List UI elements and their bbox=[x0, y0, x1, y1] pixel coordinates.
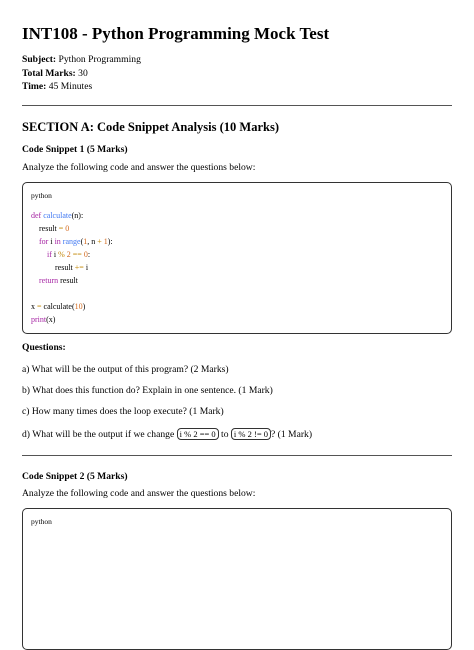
code-language-label-2: python bbox=[31, 517, 52, 526]
divider-middle bbox=[22, 455, 452, 456]
subject-label: Subject: bbox=[22, 54, 57, 65]
code-line-7: x = calculate(10) bbox=[31, 302, 86, 311]
question-a: a) What will be the output of this program? (2 Marks) bbox=[22, 364, 229, 375]
code-line-4: if i % 2 == 0: bbox=[47, 250, 91, 259]
code-line-8: print(x) bbox=[31, 315, 56, 324]
code-line-5: result += i bbox=[55, 263, 89, 272]
subject-line bbox=[22, 53, 141, 66]
code-language-label: python bbox=[31, 191, 52, 200]
snippet1-heading: Code Snippet 1 (5 Marks) bbox=[22, 144, 128, 155]
question-d bbox=[22, 428, 312, 441]
snippet1-intro: Analyze the following code and answer the questions below: bbox=[22, 162, 256, 173]
total-marks-value: 30 bbox=[78, 68, 88, 79]
total-marks-line bbox=[22, 67, 88, 80]
snippet2-heading: Code Snippet 2 (5 Marks) bbox=[22, 471, 128, 482]
subject-value: Python Programming bbox=[58, 54, 141, 65]
section-a-title: SECTION A: Code Snippet Analysis (10 Marks) bbox=[22, 120, 279, 134]
questions-heading: Questions: bbox=[22, 342, 66, 353]
code-line-6: return result bbox=[39, 276, 78, 285]
question-d-middle: to bbox=[218, 429, 231, 440]
question-c: c) How many times does the loop execute? (1 Mark) bbox=[22, 406, 224, 417]
code-line-3: for i in range(1, n + 1): bbox=[39, 237, 113, 246]
code-line-1: def calculate(n): bbox=[31, 211, 84, 220]
snippet2-intro: Analyze the following code and answer the questions below: bbox=[22, 488, 256, 499]
code-content bbox=[31, 209, 113, 326]
time-line bbox=[22, 80, 92, 93]
code-block-1 bbox=[22, 182, 452, 334]
code-line-2: result = 0 bbox=[39, 224, 70, 233]
time-label: Time: bbox=[22, 81, 47, 92]
question-d-suffix: ? (1 Mark) bbox=[271, 429, 313, 440]
question-d-prefix: d) What will be the output if we change bbox=[22, 429, 177, 440]
inline-code-condition-odd: i % 2 != 0 bbox=[231, 428, 271, 440]
inline-code-condition-even: i % 2 == 0 bbox=[177, 428, 219, 440]
total-marks-label: Total Marks: bbox=[22, 68, 76, 79]
code-block-2 bbox=[22, 508, 452, 650]
divider-top bbox=[22, 105, 452, 106]
time-value: 45 Minutes bbox=[48, 81, 93, 92]
question-b: b) What does this function do? Explain in one sentence. (1 Mark) bbox=[22, 385, 273, 396]
page-title: INT108 - Python Programming Mock Test bbox=[22, 24, 330, 43]
